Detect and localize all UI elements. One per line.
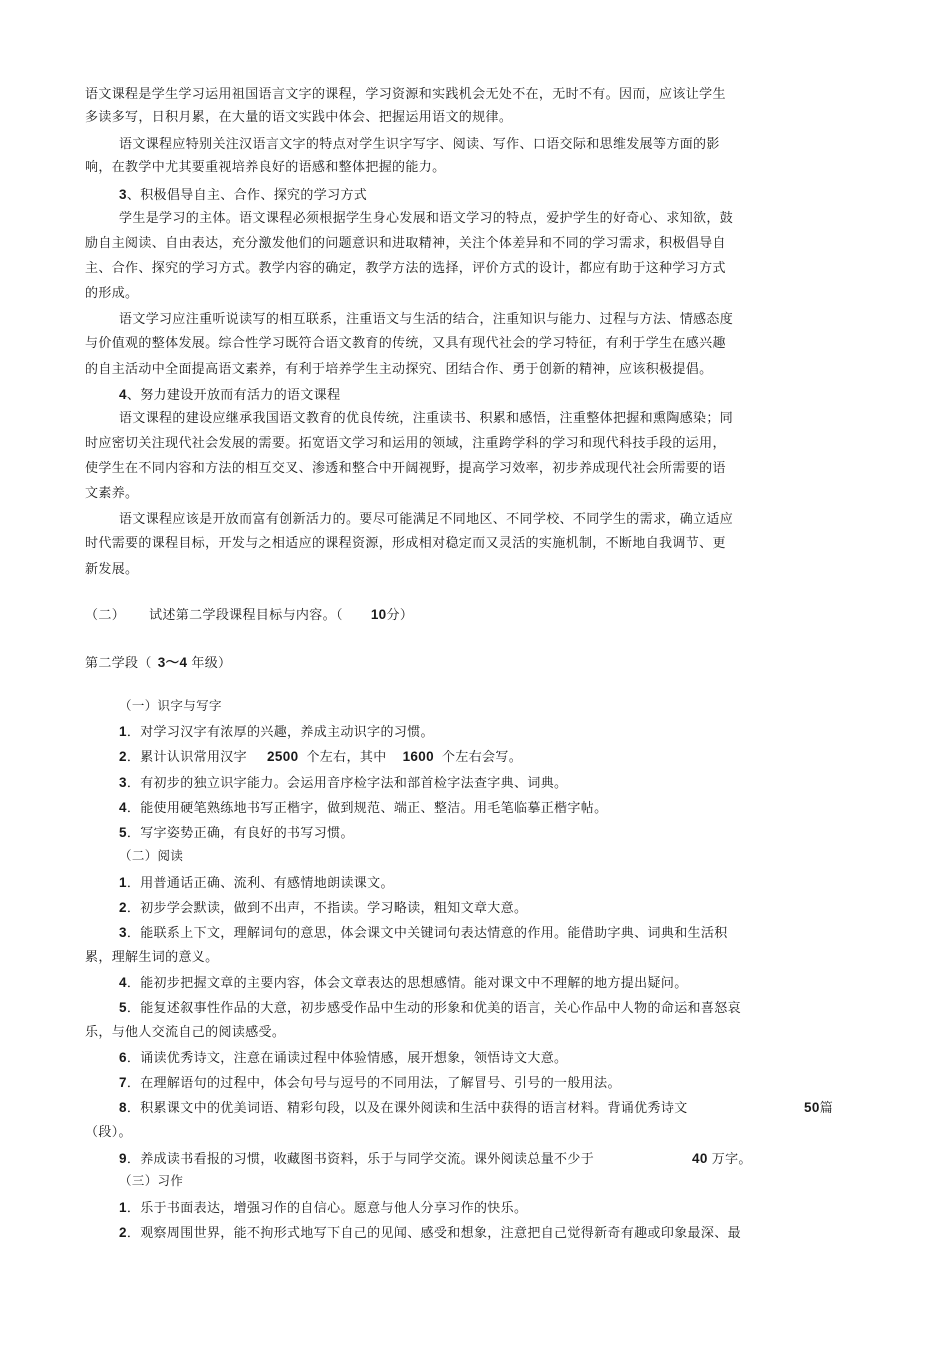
heading-number: 3 [119, 187, 127, 202]
item-number: 3 [119, 775, 127, 790]
paragraph-line: 多读多写，日积月累，在大量的语文实践中体会、把握运用语文的规律。 [85, 110, 513, 125]
stage-suffix: 年级） [191, 656, 232, 671]
list-item [119, 875, 394, 892]
paragraph-line: 与价值观的整体发展。综合性学习既符合语文教育的传统，又具有现代社会的学习特征，有利于学生在感兴趣 [85, 336, 726, 351]
paragraph-line: 的自主活动中全面提高语文素养，有利于培养学生主动探究、团结合作、勇于创新的精神，应该积极提倡。 [85, 362, 713, 377]
item-number: 1 [119, 875, 127, 890]
item-text: ．积累课文中的优美词语、精彩句段，以及在课外阅读和生活中获得的语言材料。背诵优秀诗文 [126, 1101, 688, 1116]
part-title: （一）识字与写字 [119, 698, 222, 713]
item-number: 2 [119, 900, 127, 915]
item-number: 2 [119, 1225, 127, 1240]
question-suffix: 分） [386, 608, 414, 623]
question-prefix: （二） [85, 608, 126, 623]
list-item [119, 800, 607, 817]
list-item [119, 825, 354, 842]
part-title: （三）习作 [119, 1173, 184, 1188]
item-number: 3 [119, 925, 127, 940]
item-text: ．初步学会默读，做到不出声，不指读。学习略读，粗知文章大意。 [126, 901, 528, 916]
list-item [119, 749, 522, 766]
item-unit: 万字。 [711, 1152, 752, 1167]
paragraph-line: 学生是学习的主体。语文课程必须根据学生身心发展和语文学习的特点，爱护学生的好奇心、求知欲，鼓 [119, 211, 734, 226]
item-value: 1600 [402, 749, 434, 764]
paragraph-line: 语文课程应该是开放而富有创新活力的。要尽可能满足不同地区、不同学校、不同学生的需求，确立适应 [119, 512, 734, 527]
paragraph-line: 时代需要的课程目标，开发与之相适应的课程资源，形成相对稳定而又灵活的实施机制，不断地自我调节、更 [85, 536, 726, 551]
item-text: ．能初步把握文章的主要内容，体会文章表达的思想感情。能对课文中不理解的地方提出疑问。 [126, 976, 688, 991]
list-item [119, 975, 688, 992]
item-text: ．有初步的独立识字能力。会运用音序检字法和部首检字法查字典、词典。 [126, 776, 568, 791]
paragraph-line: 主、合作、探究的学习方式。教学内容的确定，教学方法的选择，评价方式的设计，都应有助于这种学习方式 [85, 261, 726, 276]
item-text: ．写字姿势正确，有良好的书写习惯。 [126, 826, 354, 841]
paragraph-line: 响，在教学中尤其要重视培养良好的语感和整体把握的能力。 [85, 160, 446, 175]
part-title: （二）阅读 [119, 848, 184, 863]
paragraph-line: 语文课程是学生学习运用祖国语言文字的课程，学习资源和实践机会无处不在，无时不有。因而，应该让学生 [85, 87, 726, 102]
question-score: 10 [370, 607, 387, 622]
list-item [119, 1151, 594, 1168]
list-item [119, 1075, 621, 1092]
item-trailing-value [804, 1100, 833, 1117]
paragraph-line: 新发展。 [85, 562, 139, 577]
item-text: 个左右会写。 [442, 750, 523, 765]
item-number: 4 [119, 975, 127, 990]
list-item [119, 1200, 527, 1217]
list-item-continuation: 累，理解生词的意义。 [85, 950, 219, 965]
question-text: 试述第二学段课程目标与内容。（ [149, 608, 343, 623]
item-number: 4 [119, 800, 127, 815]
item-text: ．用普通话正确、流利、有感情地朗读课文。 [126, 876, 394, 891]
section-heading-3 [119, 187, 367, 204]
paragraph-line: 励自主阅读、自由表达，充分激发他们的问题意识和进取精神，关注个体差异和不同的学习需求，积极倡导自 [85, 236, 726, 251]
section-heading-4 [119, 387, 340, 404]
paragraph-line: 语文学习应注重听说读写的相互联系，注重语文与生活的结合，注重知识与能力、过程与方法、情感态度 [119, 312, 734, 327]
item-number: 1 [119, 1200, 127, 1215]
item-text: ．能复述叙事性作品的大意，初步感受作品中生动的形象和优美的语言，关心作品中人物的命运和喜怒哀 [126, 1001, 741, 1016]
paragraph-line: 的形成。 [85, 286, 139, 301]
list-item [119, 925, 728, 942]
question-title [85, 607, 413, 624]
item-number: 8 [119, 1100, 127, 1115]
paragraph-line: 语文课程应特别关注汉语言文字的特点对学生识字写字、阅读、写作、口语交际和思维发展等方面的影 [119, 137, 720, 152]
item-text: 个左右，其中 [306, 750, 387, 765]
item-number: 6 [119, 1050, 127, 1065]
paragraph-line: 语文课程的建设应继承我国语文教育的优良传统，注重读书、积累和感悟，注重整体把握和熏陶感染；同 [119, 411, 734, 426]
item-text: ．养成读书看报的习惯，收藏图书资料，乐于与同学交流。课外阅读总量不少于 [126, 1152, 595, 1167]
item-number: 7 [119, 1075, 127, 1090]
item-number: 9 [119, 1151, 127, 1166]
item-trailing-value [692, 1151, 752, 1168]
item-number: 5 [119, 825, 127, 840]
list-item [119, 1000, 741, 1017]
heading-text: 、努力建设开放而有活力的语文课程 [126, 388, 341, 403]
stage-title [85, 655, 231, 672]
list-item [119, 724, 434, 741]
list-item [119, 1225, 741, 1242]
list-item [119, 900, 527, 917]
item-value: 2500 [267, 749, 299, 764]
heading-number: 4 [119, 387, 127, 402]
item-number: 1 [119, 724, 127, 739]
item-value: 50 [804, 1100, 820, 1115]
item-text: ．观察周围世界，能不拘形式地写下自己的见闻、感受和想象，注意把自己觉得新奇有趣或印象最深、最 [126, 1226, 741, 1241]
paragraph-line: 时应密切关注现代社会发展的需要。拓宽语文学习和运用的领域，注重跨学科的学习和现代科技手段的运用， [85, 436, 726, 451]
paragraph-line: 文素养。 [85, 486, 139, 501]
heading-text: 、积极倡导自主、合作、探究的学习方式 [126, 188, 368, 203]
item-value: 40 [692, 1151, 708, 1166]
list-item-continuation: 乐，与他人交流自己的阅读感受。 [85, 1025, 286, 1040]
item-text: ．对学习汉字有浓厚的兴趣，养成主动识字的习惯。 [126, 725, 434, 740]
item-text: ．在理解语句的过程中，体会句号与逗号的不同用法，了解冒号、引号的一般用法。 [126, 1076, 621, 1091]
item-text: ．能使用硬笔熟练地书写正楷字，做到规范、端正、整洁。用毛笔临摹正楷字帖。 [126, 801, 608, 816]
list-item [119, 1050, 567, 1067]
item-text: ．能联系上下文，理解词句的意思，体会课文中关键词句表达情意的作用。能借助字典、词典和生活积 [126, 926, 728, 941]
item-text: ．累计认识常用汉字 [126, 750, 248, 765]
item-number: 5 [119, 1000, 127, 1015]
paragraph-line: 使学生在不同内容和方法的相互交叉、渗透和整合中开阔视野，提高学习效率，初步养成现代社会所需要的语 [85, 461, 726, 476]
item-unit: 篇 [819, 1101, 834, 1116]
stage-grade: 3～4 [157, 655, 188, 670]
list-item [119, 1100, 688, 1117]
item-number: 2 [119, 749, 127, 764]
item-text: ．乐于书面表达，增强习作的自信心。愿意与他人分享习作的快乐。 [126, 1201, 528, 1216]
list-item-continuation: （段）。 [85, 1125, 132, 1140]
list-item [119, 775, 567, 792]
stage-prefix: 第二学段（ [85, 656, 152, 671]
item-text: ．诵读优秀诗文，注意在诵读过程中体验情感，展开想象，领悟诗文大意。 [126, 1051, 568, 1066]
